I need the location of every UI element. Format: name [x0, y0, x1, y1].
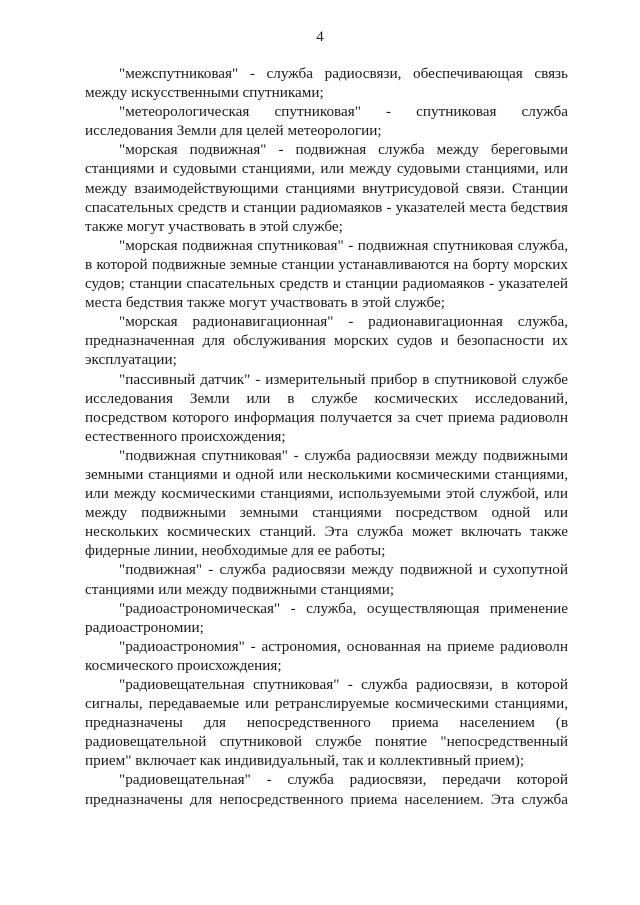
definition-paragraph: "радиовещательная спутниковая" - служба радиосвязи, в которой сигналы, передаваемые или ретранслируемые космическими станциями, предназначены для непосредственного приема населением (в радиовещательной спутниковой службе понятие "непосредственный прием" включает как индивидуальный, так и коллективный прием); — [85, 676, 568, 770]
definition-paragraph: "радиоастрономическая" - служба, осуществляющая применение радиоастрономии; — [85, 599, 568, 636]
definition-paragraph: "подвижная" - служба радиосвязи между подвижной и сухопутной станциями или между подвижными станциями; — [85, 561, 568, 598]
document-body — [85, 64, 568, 809]
definition-paragraph: "метеорологическая спутниковая" - спутниковая служба исследования Земли для целей метеорологии; — [85, 103, 568, 140]
definition-paragraph: "морская подвижная" - подвижная служба между береговыми станциями и судовыми станциями, или между судовыми станциями, или между взаимодействующими станциями внутрисудовой связи. Станции спасательных средств и станции радиомаяков - указателей места бедствия также могут участвовать в этой службе; — [85, 141, 568, 235]
definition-paragraph: "пассивный датчик" - измерительный прибор в спутниковой службе исследования Земли или в службе космических исследований, посредством которого информация получается за счет приема радиоволн естественного происхождения; — [85, 370, 568, 445]
page-number: 4 — [316, 29, 324, 45]
definition-paragraph: "подвижная спутниковая" - служба радиосвязи между подвижными земными станциями и одной или несколькими космическими станциями, или между космическими станциями, используемыми этой службой, или между подвижными земными станциями посредством одной или нескольких космических станций. Эта служба может включать также фидерные линии, необходимые для ее работы; — [85, 446, 568, 560]
definition-paragraph: "морская подвижная спутниковая" - подвижная спутниковая служба, в которой подвижные земные станции устанавливаются на борту морских судов; станции спасательных средств и станции радиомаяков - указателей места бедствия также могут участвовать в этой службе; — [85, 236, 568, 312]
definition-paragraph: "морская радионавигационная" - радионавигационная служба, предназначенная для обслуживания морских судов и безопасности их эксплуатации; — [85, 313, 568, 369]
definition-paragraph: "межспутниковая" - служба радиосвязи, обеспечивающая связь между искусственными спутниками; — [85, 65, 568, 102]
definition-paragraph: "радиоастрономия" - астрономия, основанная на приеме радиоволн космического происхождения; — [85, 637, 568, 674]
definition-paragraph: "радиовещательная" - служба радиосвязи, передачи которой предназначены для непосредственного приема населением. Эта служба — [85, 771, 568, 808]
